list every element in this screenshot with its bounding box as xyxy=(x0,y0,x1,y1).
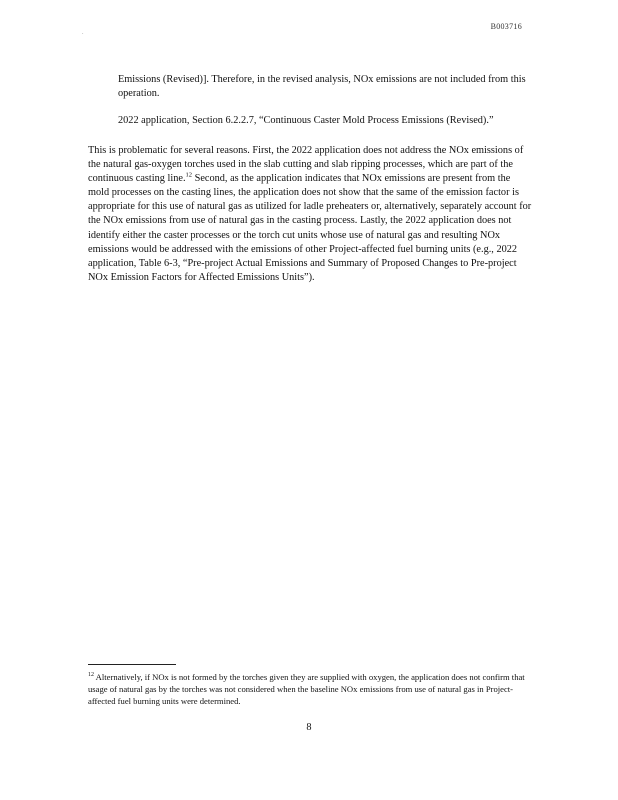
footnote-text: Alternatively, if NOx is not formed by the torches given they are supplied with oxygen, the application does not confirm that usage of natural gas by the torches was not considered when the baseline NOx emissions from use of natural gas in Project-affected fuel burning units were determined. xyxy=(88,672,525,706)
quote-line-1: Emissions (Revised)]. Therefore, in the revised analysis, NOx emissions are not included from this operation. xyxy=(118,74,526,99)
footnote-reference: 12 xyxy=(185,171,193,179)
footnote-divider xyxy=(88,664,176,665)
quote-line-2: 2022 application, Section 6.2.2.7, “Continuous Caster Mold Process Emissions (Revised).” xyxy=(118,115,494,126)
body-text-part-2: Second, as the application indicates that NOx emissions are present from the mold processes on the casting lines, the application does not show that the same of the emission factor is appropriate for this use of natural gas as utilized for ladle preheaters or, alternatively, separately account for the NOx emissions from use of natural gas in the casting process. Lastly, the 2022 application does not identify either the caster processes or the torch cut units whose use of natural gas and resulting NOx emissions would be addressed with the emissions of other Project-affected fuel burning units (e.g., 2022 application, Table 6-3, “Pre-project Actual Emissions and Summary of Proposed Changes to Pre-project NOx Emission Factors for Affected Emissions Units”). xyxy=(88,173,532,283)
footnote-marker: 12 xyxy=(88,672,94,679)
body-paragraph xyxy=(88,144,533,285)
body-text-part-1: This is problematic for several reasons. First, the 2022 application does not address the NOx emissions of the natural gas-oxygen torches used in the slab cutting and slab ripping processes, which are part of the continuous casting line. xyxy=(88,145,524,185)
corner-mark: . xyxy=(82,30,84,36)
document-id: B003716 xyxy=(490,22,522,31)
page-number: 8 xyxy=(306,722,312,733)
footnote xyxy=(88,672,533,707)
